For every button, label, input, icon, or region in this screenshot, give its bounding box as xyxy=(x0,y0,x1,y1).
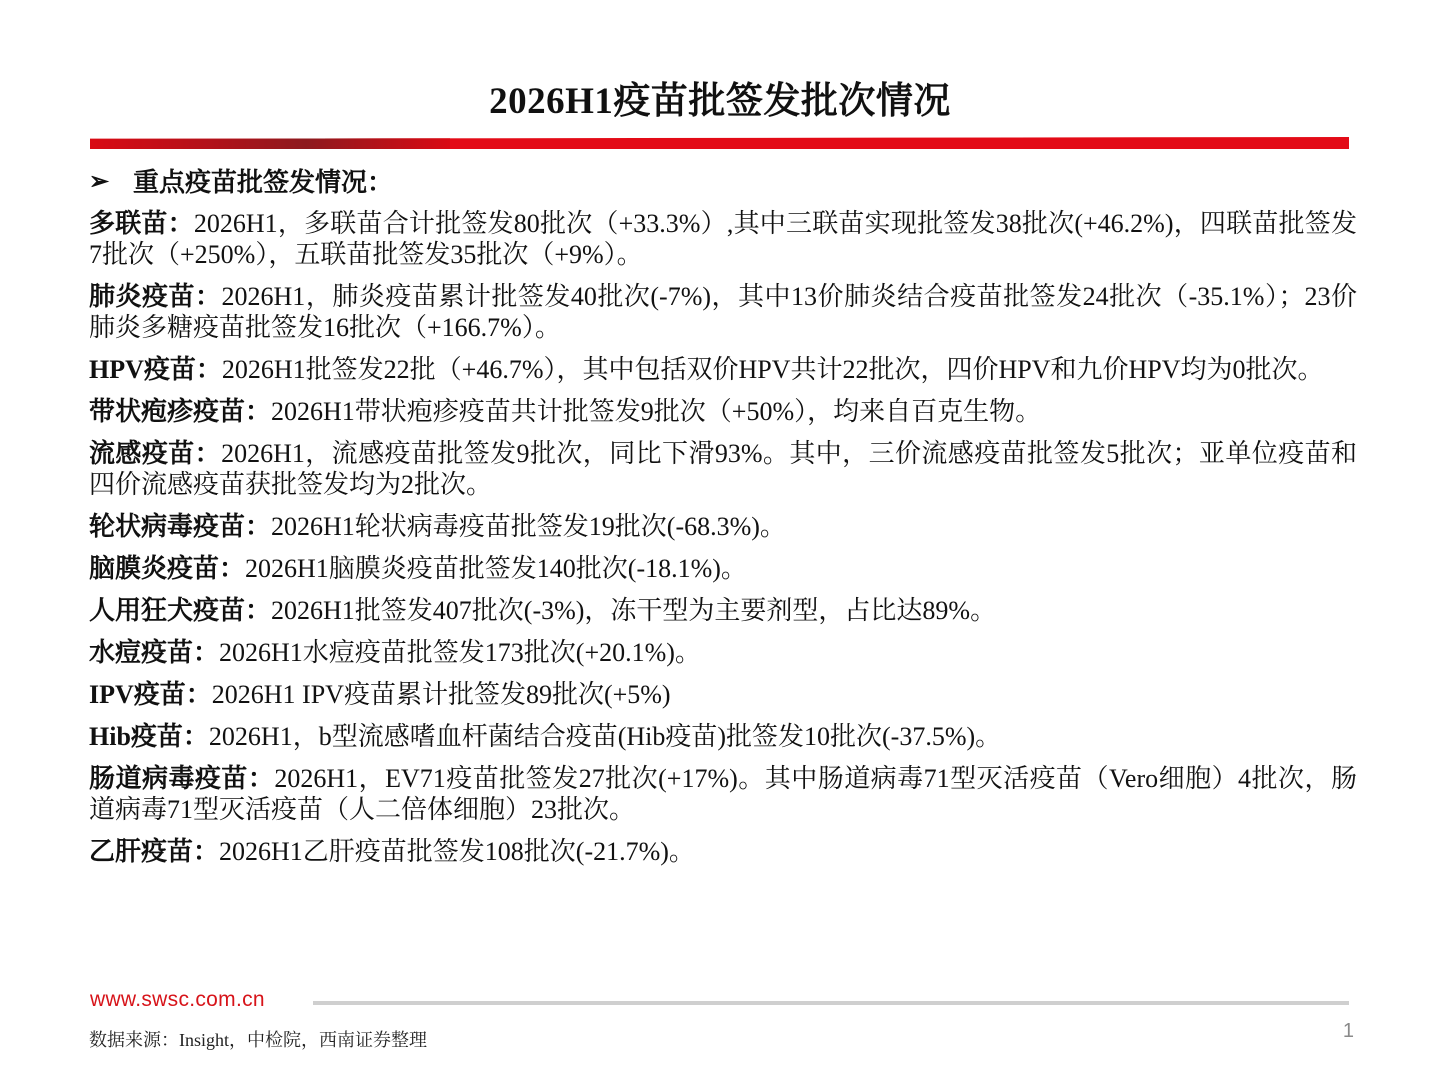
section-heading xyxy=(89,167,1357,198)
list-item xyxy=(89,836,1357,867)
section-heading-text: 重点疫苗批签发情况： xyxy=(133,168,394,197)
item-text: 2026H1，流感疫苗批签发9批次，同比下滑93%。其中，三价流感疫苗批签发5批次；亚单位疫苗和四价流感疫苗获批签发均为2批次。 xyxy=(89,439,1357,499)
item-lead: Hib疫苗： xyxy=(89,722,209,751)
footer-divider xyxy=(313,1001,1349,1005)
item-lead: 肺炎疫苗： xyxy=(89,282,222,311)
item-lead: 带状疱疹疫苗： xyxy=(89,397,272,426)
title-divider-bar xyxy=(90,137,1349,149)
item-lead: IPV疫苗： xyxy=(89,680,212,709)
item-text: 2026H1，多联苗合计批签发80批次（+33.3%）,其中三联苗实现批签发38批次(+46.2%)，四联苗批签发7批次（+250%），五联苗批签发35批次（+9%）。 xyxy=(89,209,1357,269)
item-lead: 轮状病毒疫苗： xyxy=(89,512,272,541)
list-item xyxy=(89,763,1357,825)
item-lead: 流感疫苗： xyxy=(89,439,222,468)
page-title: 2026H1疫苗批签发批次情况 xyxy=(489,81,951,122)
list-item xyxy=(89,637,1357,668)
item-text: 2026H1水痘疫苗批签发173批次(+20.1%)。 xyxy=(219,638,701,667)
item-text: 2026H1带状疱疹疫苗共计批签发9批次（+50%），均来自百克生物。 xyxy=(271,397,1042,426)
item-lead: 多联苗： xyxy=(89,209,194,238)
page-number: 1 xyxy=(1342,1020,1354,1042)
item-lead: 乙肝疫苗： xyxy=(89,837,220,866)
footer-website-link[interactable]: www.swsc.com.cn xyxy=(90,988,265,1011)
content-body xyxy=(89,167,1357,878)
list-item xyxy=(89,553,1357,584)
item-lead: HPV疫苗： xyxy=(89,355,222,384)
list-item xyxy=(89,511,1357,542)
arrow-bullet-icon: ➢ xyxy=(89,169,110,195)
list-item xyxy=(89,595,1357,626)
list-item xyxy=(89,396,1357,427)
item-text: 2026H1，EV71疫苗批签发27批次(+17%)。其中肠道病毒71型灭活疫苗（Vero细胞）4批次，肠道病毒71型灭活疫苗（人二倍体细胞）23批次。 xyxy=(89,764,1357,824)
list-item xyxy=(89,679,1357,710)
list-item xyxy=(89,438,1357,500)
list-item xyxy=(89,354,1357,385)
item-lead: 脑膜炎疫苗： xyxy=(89,554,246,583)
list-item xyxy=(89,208,1357,270)
item-text: 2026H1乙肝疫苗批签发108批次(-21.7%)。 xyxy=(219,837,695,866)
item-lead: 肠道病毒疫苗： xyxy=(89,764,275,793)
item-text: 2026H1批签发407批次(-3%)，冻干型为主要剂型，占比达89%。 xyxy=(271,596,997,625)
item-text: 2026H1批签发22批（+46.7%），其中包括双价HPV共计22批次，四价HPV和九价HPV均为0批次。 xyxy=(221,355,1324,384)
item-text: 2026H1 IPV疫苗累计批签发89批次(+5%) xyxy=(211,680,671,709)
list-item xyxy=(89,281,1357,343)
item-text: 2026H1轮状病毒疫苗批签发19批次(-68.3%)。 xyxy=(271,512,786,541)
list-item xyxy=(89,721,1357,752)
item-text: 2026H1，b型流感嗜血杆菌结合疫苗(Hib疫苗)批签发10批次(-37.5%)。 xyxy=(208,722,1002,751)
item-lead: 水痘疫苗： xyxy=(89,638,220,667)
item-text: 2026H1，肺炎疫苗累计批签发40批次(-7%)，其中13价肺炎结合疫苗批签发24批次（-35.1%）；23价肺炎多糖疫苗批签发16批次（+166.7%）。 xyxy=(89,282,1357,342)
item-lead: 人用狂犬疫苗： xyxy=(89,596,272,625)
item-text: 2026H1脑膜炎疫苗批签发140批次(-18.1%)。 xyxy=(245,554,747,583)
source-note: 数据来源：Insight，中检院，西南证券整理 xyxy=(89,1030,427,1050)
